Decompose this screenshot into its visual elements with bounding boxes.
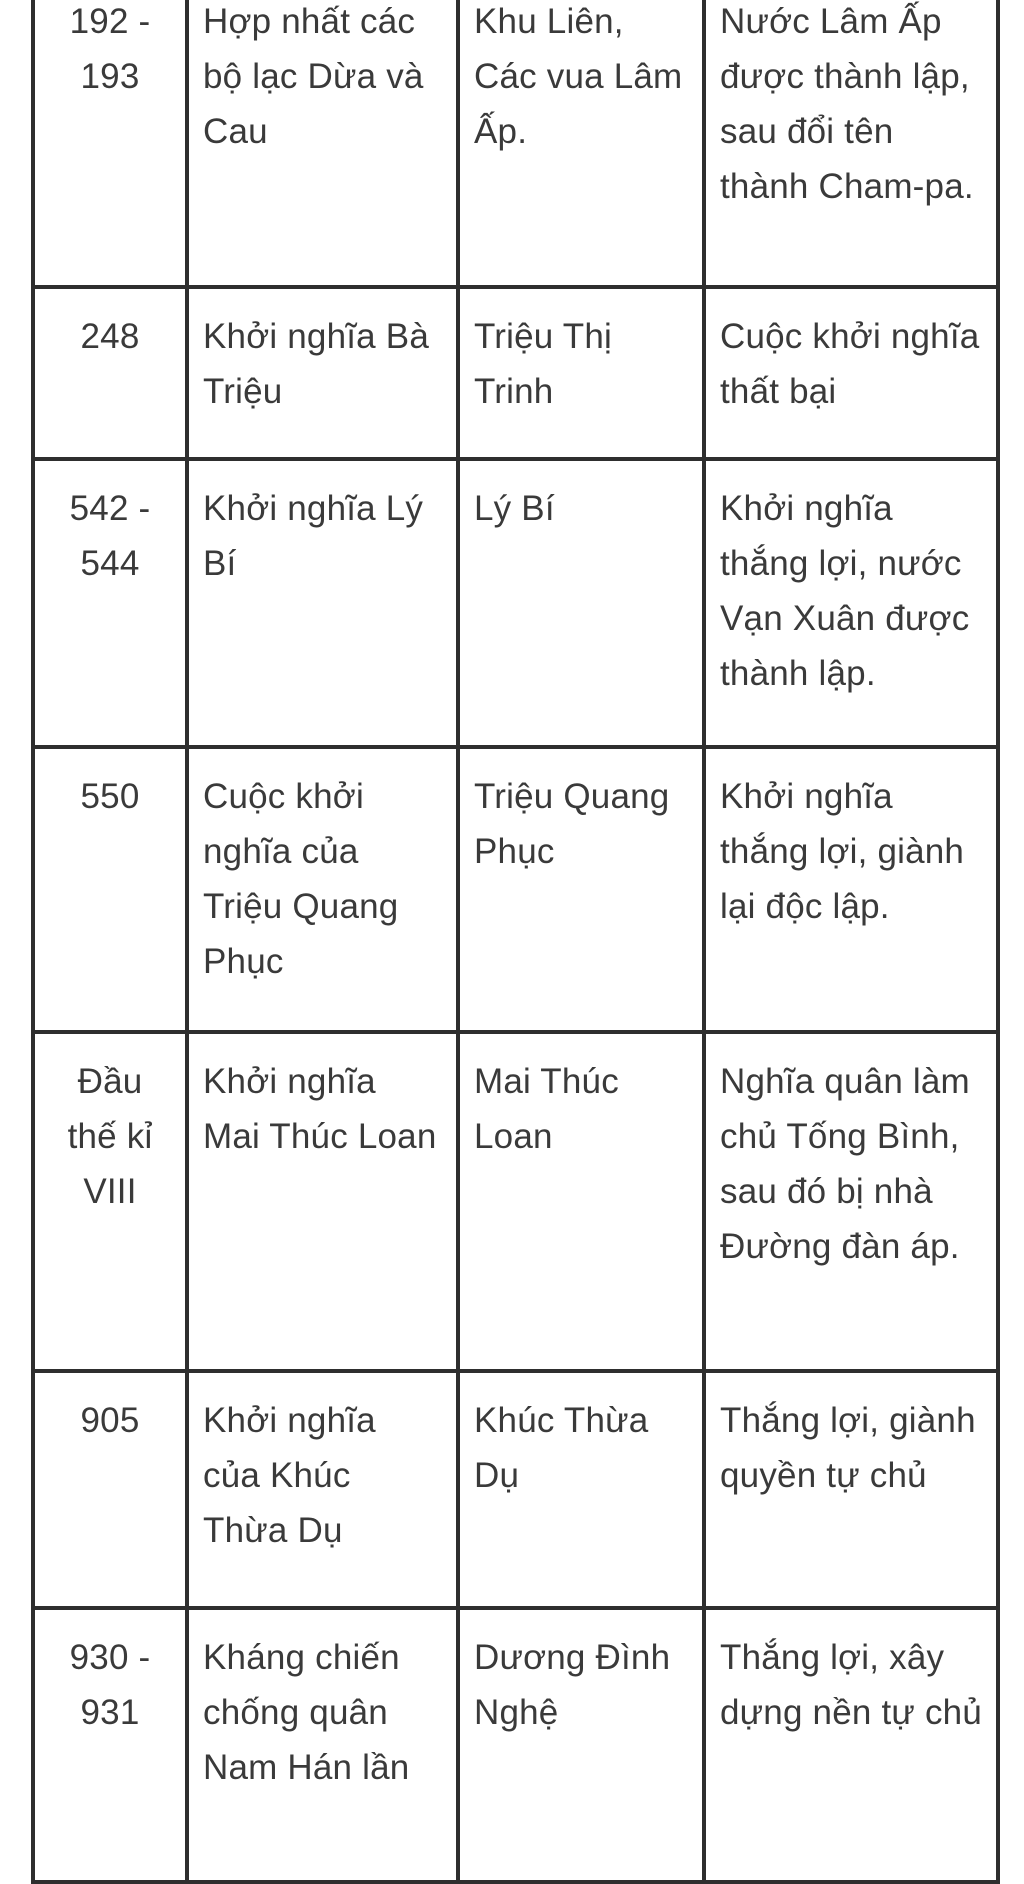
- result-cell: Khởi nghĩa thắng lợi, nước Vạn Xuân được thành lập.: [704, 459, 998, 747]
- year-cell: 905: [33, 1371, 187, 1608]
- table-row: [33, 1032, 998, 1371]
- year-cell: 930 - 931: [33, 1608, 187, 1882]
- year-cell: 248: [33, 287, 187, 459]
- table-row: [33, 287, 998, 459]
- event-cell: Khởi nghĩa của Khúc Thừa Dụ: [187, 1371, 458, 1608]
- result-cell: Thắng lợi, giành quyền tự chủ: [704, 1371, 998, 1608]
- table-row: [33, 0, 998, 287]
- leader-cell: Dương Đình Nghệ: [458, 1608, 704, 1882]
- year-cell: Đầu thế kỉ VIII: [33, 1032, 187, 1371]
- leader-cell: Lý Bí: [458, 459, 704, 747]
- event-cell: Kháng chiến chống quân Nam Hán lần: [187, 1608, 458, 1882]
- leader-cell: Khu Liên, Các vua Lâm Ấp.: [458, 0, 704, 287]
- result-cell: Thắng lợi, xây dựng nền tự chủ: [704, 1608, 998, 1882]
- year-cell: 550: [33, 747, 187, 1032]
- event-cell: Khởi nghĩa Lý Bí: [187, 459, 458, 747]
- event-cell: Khởi nghĩa Mai Thúc Loan: [187, 1032, 458, 1371]
- event-cell: Khởi nghĩa Bà Triệu: [187, 287, 458, 459]
- result-cell: Cuộc khởi nghĩa thất bại: [704, 287, 998, 459]
- table-row: [33, 459, 998, 747]
- table-row: [33, 747, 998, 1032]
- table-row: [33, 1608, 998, 1882]
- leader-cell: Khúc Thừa Dụ: [458, 1371, 704, 1608]
- leader-cell: Triệu Thị Trinh: [458, 287, 704, 459]
- year-cell: 542 - 544: [33, 459, 187, 747]
- result-cell: Nước Lâm Ấp được thành lập, sau đổi tên thành Cham-pa.: [704, 0, 998, 287]
- year-cell: 192 - 193: [33, 0, 187, 287]
- result-cell: Khởi nghĩa thắng lợi, giành lại độc lập.: [704, 747, 998, 1032]
- event-cell: Cuộc khởi nghĩa của Triệu Quang Phục: [187, 747, 458, 1032]
- leader-cell: Mai Thúc Loan: [458, 1032, 704, 1371]
- history-table: [31, 0, 1000, 1884]
- event-cell: Hợp nhất các bộ lạc Dừa và Cau: [187, 0, 458, 287]
- history-table-container: [31, 0, 996, 1884]
- table-row: [33, 1371, 998, 1608]
- result-cell: Nghĩa quân làm chủ Tống Bình, sau đó bị nhà Đường đàn áp.: [704, 1032, 998, 1371]
- leader-cell: Triệu Quang Phục: [458, 747, 704, 1032]
